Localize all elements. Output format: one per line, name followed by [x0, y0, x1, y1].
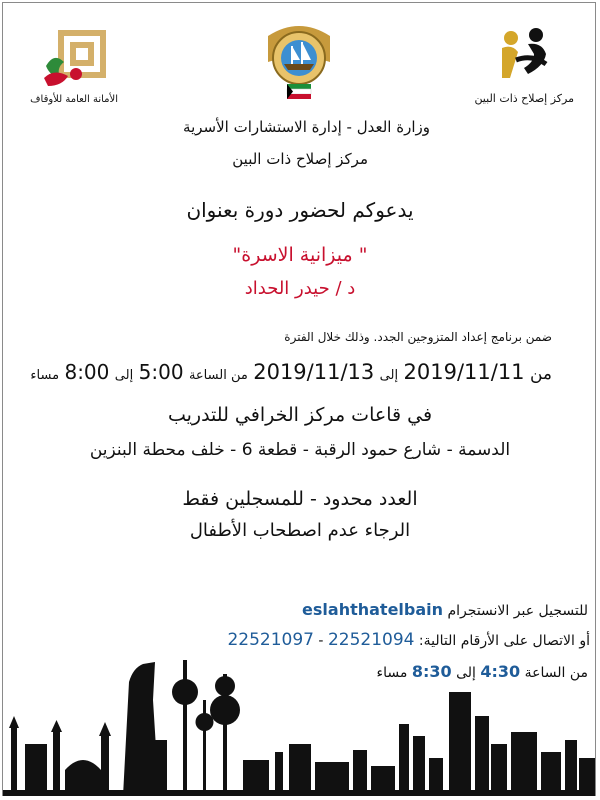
- notes-line2: الرجاء عدم اصطحاب الأطفال: [189, 520, 411, 541]
- word-from: من: [529, 364, 552, 384]
- awqaf-emblem-icon: [36, 28, 118, 88]
- awqaf-caption: الأمانة العامة للأوقاف: [30, 94, 118, 105]
- reconciliation-people-icon: [478, 26, 574, 86]
- instagram-line: [302, 600, 588, 619]
- venue-line2: الدسمة - شارع حمود الرقبة - قطعة 6 - خلف محطة البنزين: [89, 440, 511, 460]
- awqaf-logo: [30, 28, 118, 106]
- presenter-name: د / حيدر الحداد: [244, 278, 356, 299]
- kuwait-emblem: [262, 22, 336, 106]
- hours-from: 4:30: [480, 662, 521, 681]
- kuwait-skyline-illustration: [3, 640, 595, 796]
- hours-suffix: مساء: [376, 665, 408, 681]
- phone-number-1[interactable]: 22521094: [327, 630, 415, 650]
- islah-caption: مركز إصلاح ذات البين: [474, 92, 574, 105]
- period-dates: [30, 360, 552, 384]
- hours-from-word: من الساعة: [524, 665, 588, 681]
- period-intro: ضمن برنامج إعداد المتزوجين الجدد. وذلك خلال الفترة: [284, 330, 552, 344]
- ministry-line: وزارة العدل - إدارة الاستشارات الأسرية: [183, 118, 430, 136]
- invitation-text: يدعوكم لحضور دورة بعنوان: [186, 198, 414, 222]
- instagram-text: للتسجيل عبر الانستجرام: [447, 603, 588, 619]
- phone-text: أو الاتصال على الأرقام التالية:: [418, 633, 590, 649]
- instagram-handle-link[interactable]: eslahthatelbain: [302, 600, 444, 619]
- hours-to-word: إلى: [456, 665, 476, 681]
- course-title: " ميزانية الاسرة": [232, 244, 368, 266]
- word-to: إلى: [379, 368, 399, 383]
- word-time-to: إلى: [114, 368, 134, 383]
- kuwait-emblem-icon: [262, 22, 336, 106]
- date-from: 2019/11/11: [403, 360, 525, 384]
- phone-number-2[interactable]: 22521097: [227, 630, 314, 650]
- time-from: 5:00: [138, 360, 184, 384]
- hours-to: 8:30: [411, 662, 452, 681]
- word-time-from: من الساعة: [188, 368, 248, 383]
- notes-line1: العدد محدود - للمسجلين فقط: [182, 488, 418, 510]
- center-line: مركز إصلاح ذات البين: [232, 150, 368, 168]
- phone-separator: -: [318, 633, 324, 649]
- islah-center-logo: [474, 26, 574, 108]
- time-to: 8:00: [64, 360, 110, 384]
- date-to: 2019/11/13: [253, 360, 375, 384]
- period-suffix: مساء: [30, 368, 60, 383]
- venue-line1: في قاعات مركز الخرافي للتدريب: [167, 404, 433, 426]
